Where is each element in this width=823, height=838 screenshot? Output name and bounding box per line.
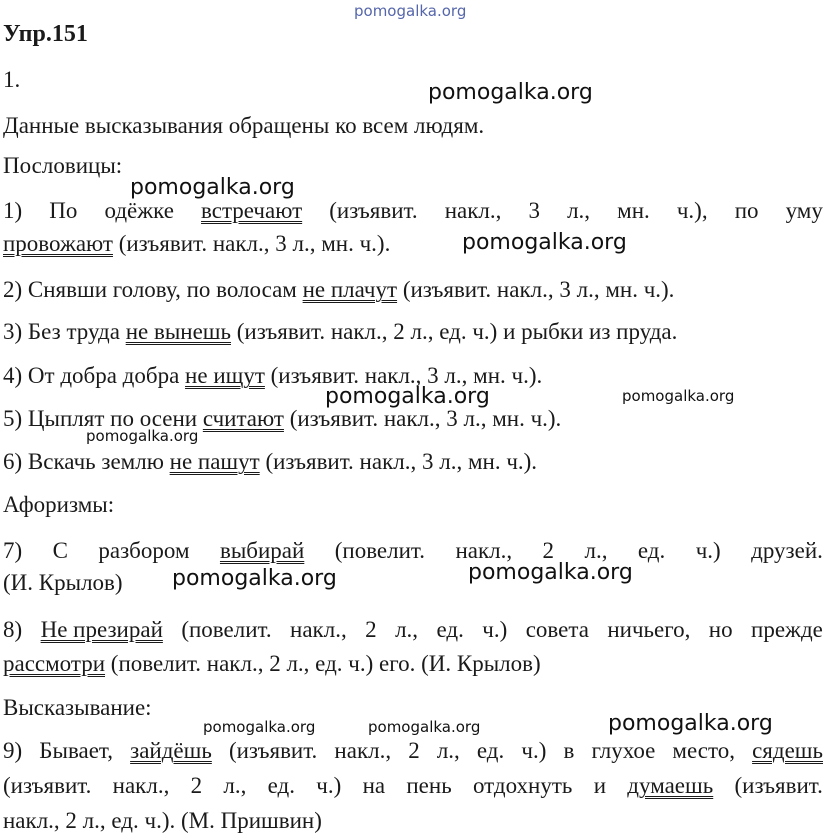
item-9-line-2: (изъявит. накл., 2 л., ед. ч.) на пень отдохнуть и думаешь (изъявит. <box>3 773 823 798</box>
item-7-line-1: 7) С разбором выбирай (повелит. накл., 2 л., ед. ч.) друзей. <box>3 538 823 563</box>
predicate: не вынешь <box>125 319 231 344</box>
watermark: pomogalka.org <box>462 230 627 255</box>
item-7-line-2: (И. Крылов) <box>3 570 123 595</box>
watermark: pomogalka.org <box>325 384 490 409</box>
predicate: встречают <box>201 198 303 223</box>
item-1-line-1: 1) По одёжке встречают (изъявит. накл., 3 л., мн. ч.), по уму <box>3 198 823 223</box>
item-5: 5) Цыплят по осени считают (изъявит. накл., 3 л., мн. ч.). <box>3 406 562 431</box>
item-9-line-3: накл., 2 л., ед. ч.). (М. Пришвин) <box>3 808 322 833</box>
exercise-title: Упр.151 <box>3 21 88 47</box>
item-6: 6) Вскачь землю не пашут (изъявит. накл., 3 л., мн. ч.). <box>3 449 538 474</box>
predicate: выбирай <box>219 538 305 563</box>
predicate: Не презирай <box>40 617 163 642</box>
predicate: не ищут <box>185 363 265 388</box>
watermark: pomogalka.org <box>130 175 295 200</box>
watermark: pomogalka.org <box>86 427 199 445</box>
item-9-line-1: 9) Бывает, зайдёшь (изъявит. накл., 2 л., ед. ч.) в глухое место, сядешь <box>3 738 823 763</box>
predicate: думаешь <box>627 773 714 798</box>
watermark: pomogalka.org <box>468 560 633 585</box>
predicate: не пашут <box>169 449 260 474</box>
watermark: pomogalka.org <box>203 718 316 736</box>
section-saying: Высказывание: <box>3 695 152 720</box>
item-8-line-2: рассмотри (повелит. накл., 2 л., ед. ч.) его. (И. Крылов) <box>3 651 541 676</box>
predicate: сядешь <box>752 738 823 763</box>
intro-text: Данные высказывания обращены ко всем людям. <box>3 113 485 138</box>
watermark: pomogalka.org <box>172 566 337 591</box>
predicate: считают <box>202 406 284 431</box>
item-1-line-2: провожают (изъявит. накл., 3 л., мн. ч.). <box>3 231 391 256</box>
item-8-line-1: 8) Не презирай (повелит. накл., 2 л., ед. ч.) совета ничьего, но прежде <box>3 617 823 642</box>
predicate: провожают <box>3 231 113 256</box>
item-4: 4) От добра добра не ищут (изъявит. накл., 3 л., мн. ч.). <box>3 363 543 388</box>
watermark: pomogalka.org <box>368 718 481 736</box>
task-number: 1. <box>3 67 21 92</box>
item-3: 3) Без труда не вынешь (изъявит. накл., 2 л., ед. ч.) и рыбки из пруда. <box>3 319 678 344</box>
predicate: зайдёшь <box>130 738 212 763</box>
watermark: pomogalka.org <box>622 387 735 405</box>
section-proverbs: Пословицы: <box>3 153 123 178</box>
watermark: pomogalka.org <box>608 711 773 736</box>
section-aphorisms: Афоризмы: <box>3 492 115 517</box>
item-2: 2) Снявши голову, по волосам не плачут (изъявит. накл., 3 л., мн. ч.). <box>3 277 675 302</box>
predicate: рассмотри <box>3 651 106 676</box>
predicate: не плачут <box>302 277 398 302</box>
watermark: pomogalka.org <box>354 2 467 20</box>
watermark: pomogalka.org <box>428 80 593 105</box>
